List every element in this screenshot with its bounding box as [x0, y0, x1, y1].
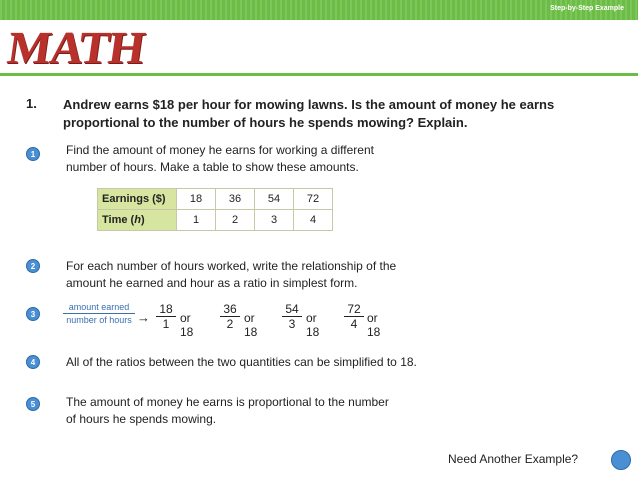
next-example-button[interactable]	[611, 450, 631, 470]
ratio-label	[63, 302, 135, 325]
step-1-line-1: Find the amount of money he earns for working a different	[66, 143, 374, 157]
fraction: $\frac{54}{3}$	[282, 302, 302, 331]
step-4-badge: 4	[26, 355, 40, 369]
step-1-text	[66, 142, 586, 176]
step-1-badge: 1	[26, 147, 40, 161]
ratio-label-numerator: amount earned	[63, 302, 135, 314]
table-cell: 18	[177, 189, 216, 210]
table-cell: 1	[177, 210, 216, 231]
step-3-badge: 3	[26, 307, 40, 321]
ratio-label-denominator: number of hours	[66, 315, 132, 325]
step-2-line-2: amount he earned and hour as a ratio in simplest form.	[66, 276, 358, 290]
fraction: $\frac{18}{1}$	[156, 302, 176, 331]
step-4-text: All of the ratios between the two quantities can be simplified to 18.	[66, 355, 417, 369]
step-5-line-2: of hours he spends mowing.	[66, 412, 217, 426]
or-text: or 18	[367, 311, 381, 339]
step-5-badge: 5	[26, 397, 40, 411]
table-row	[98, 210, 333, 231]
question-number: 1.	[26, 96, 37, 111]
table-row-label: Earnings ($)	[98, 189, 177, 210]
table-cell: 3	[255, 210, 294, 231]
table-cell: 4	[294, 210, 333, 231]
table-row	[98, 189, 333, 210]
table-cell: 2	[216, 210, 255, 231]
question-text: Andrew earns $18 per hour for mowing lawns. Is the amount of money he earns proportional to the number of hours he spends mowing? Explain.	[63, 97, 555, 130]
fraction: $\frac{36}{2}$	[220, 302, 240, 331]
or-text: or 18	[180, 311, 194, 339]
logo-text: MATH	[4, 22, 148, 73]
step-2-line-1: For each number of hours worked, write the relationship of the	[66, 259, 397, 273]
fraction: $\frac{72}{4}$	[344, 302, 364, 331]
banner-label: Step-by-Step Example	[550, 5, 624, 12]
step-2-badge: 2	[26, 259, 40, 273]
earnings-table	[97, 188, 333, 231]
table-row-label: Time (h)	[98, 210, 177, 231]
step-5-line-1: The amount of money he earns is proportional to the number	[66, 395, 389, 409]
top-banner	[0, 0, 638, 20]
step-5-text	[66, 394, 586, 428]
divider	[0, 73, 638, 76]
table-cell: 54	[255, 189, 294, 210]
math-logo	[4, 21, 148, 73]
next-example-label[interactable]: Need Another Example?	[448, 452, 579, 466]
or-text: or 18	[306, 311, 320, 339]
table-cell: 36	[216, 189, 255, 210]
table-cell: 72	[294, 189, 333, 210]
step-2-text	[66, 258, 586, 292]
step-1-line-2: number of hours. Make a table to show these amounts.	[66, 160, 359, 174]
arrow-icon: →	[137, 310, 150, 325]
or-text: or 18	[244, 311, 258, 339]
